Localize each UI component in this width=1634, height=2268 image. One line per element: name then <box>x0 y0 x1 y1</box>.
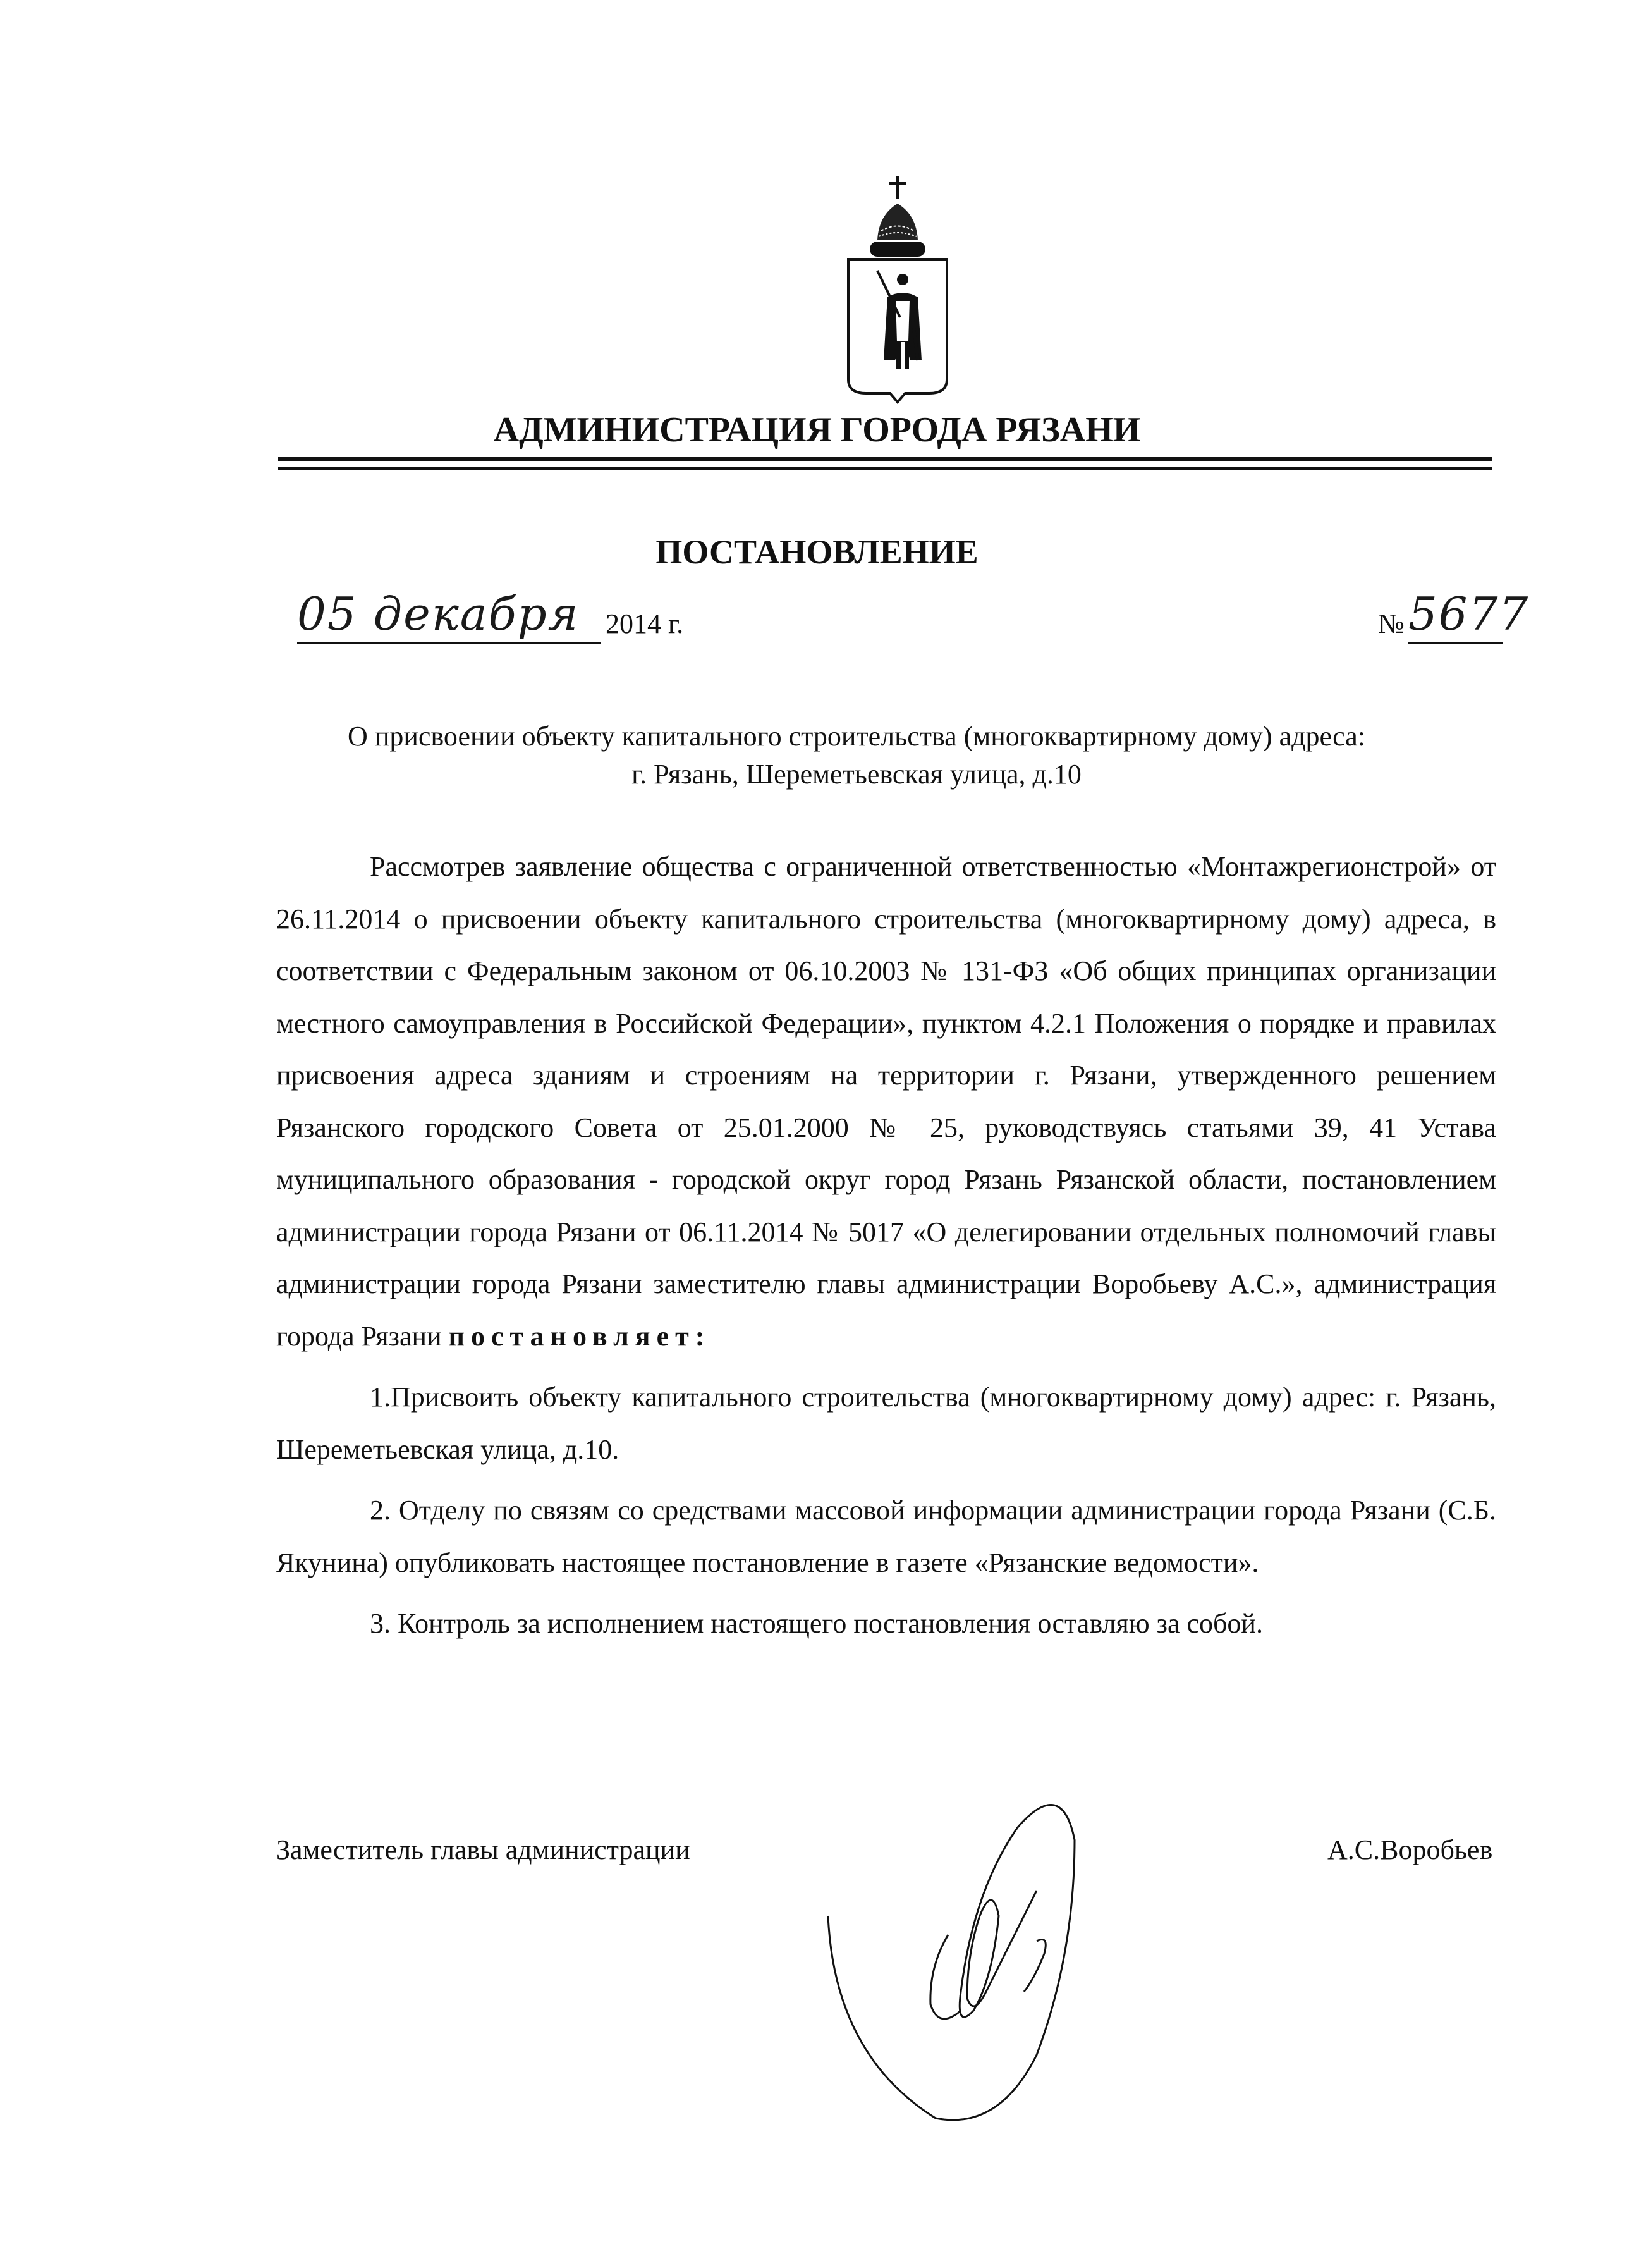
decree-item-2: 2. Отделу по связям со средствами массовой информации администрации города Рязани (С.Б. Якунина) опубликовать настоящее постановление в газете «Рязанские ведомости». <box>276 1495 1496 1578</box>
decree-item-1: 1.Присвоить объекту капитального строительства (многоквартирному дому) адрес: г. Рязань, Шереметьевская улица, д.10. <box>276 1382 1496 1465</box>
signatory-name: А.С.Воробьев <box>1327 1834 1493 1865</box>
header-divider-thick <box>278 457 1492 461</box>
document-type-title: ПОСТАНОВЛЕНИЕ <box>655 533 979 571</box>
document-body <box>276 841 1496 1650</box>
crown-icon <box>870 204 925 257</box>
signatory-position: Заместитель главы администрации <box>276 1834 690 1865</box>
subject-line-1: О присвоении объекту капитального строительства (многоквартирному дому) адреса: <box>348 721 1365 752</box>
preamble-text: Рассмотрев заявление общества с ограниченной ответственностью «Монтажрегионстрой» от 26.11.2014 о присвоении объекту капитального строительства (многоквартирному дому) адреса, в соответствии с Федеральным законом от 06.10.2003 № 131-ФЗ «Об общих принципах организации местного самоуправления в Российской Федерации», пунктом 4.2.1 Положения о порядке и правилах присвоения адреса зданиям и строениям на территории г. Рязани, утвержденного решением Рязанского городского Совета от 25.01.2000 № 25, руководствуясь статьями 39, 41 Устава муниципального образования - городской округ город Рязань Рязанской области, постановлением администрации города Рязани от 06.11.2014 № 5017 «О делегировании отдельных полномочий главы администрации города Рязани заместителю главы администрации Воробьеву А.С.», администрация города Рязани <box>276 851 1496 1352</box>
header-divider-thin <box>278 467 1492 470</box>
cross-icon <box>889 176 906 199</box>
date-year: 2014 г. <box>606 608 684 639</box>
coat-of-arms-emblem <box>834 171 961 411</box>
decree-item-3: 3. Контроль за исполнением настоящего постановления оставляю за собой. <box>370 1608 1263 1639</box>
organization-title: АДМИНИСТРАЦИЯ ГОРОДА РЯЗАНИ <box>493 410 1141 450</box>
preamble-paragraph <box>276 841 1496 1363</box>
subject-line-2: г. Рязань, Шереметьевская улица, д.10 <box>631 759 1082 790</box>
handwritten-number: 5677 <box>1408 587 1503 644</box>
number-sign: № <box>1378 608 1405 639</box>
handwritten-date: 05 декабря <box>297 587 601 644</box>
document-number <box>1378 587 1530 644</box>
document-date <box>297 587 683 644</box>
document-subject <box>253 718 1460 794</box>
decree-word: постановляет: <box>448 1320 711 1352</box>
handwritten-signature <box>809 1789 1264 2143</box>
